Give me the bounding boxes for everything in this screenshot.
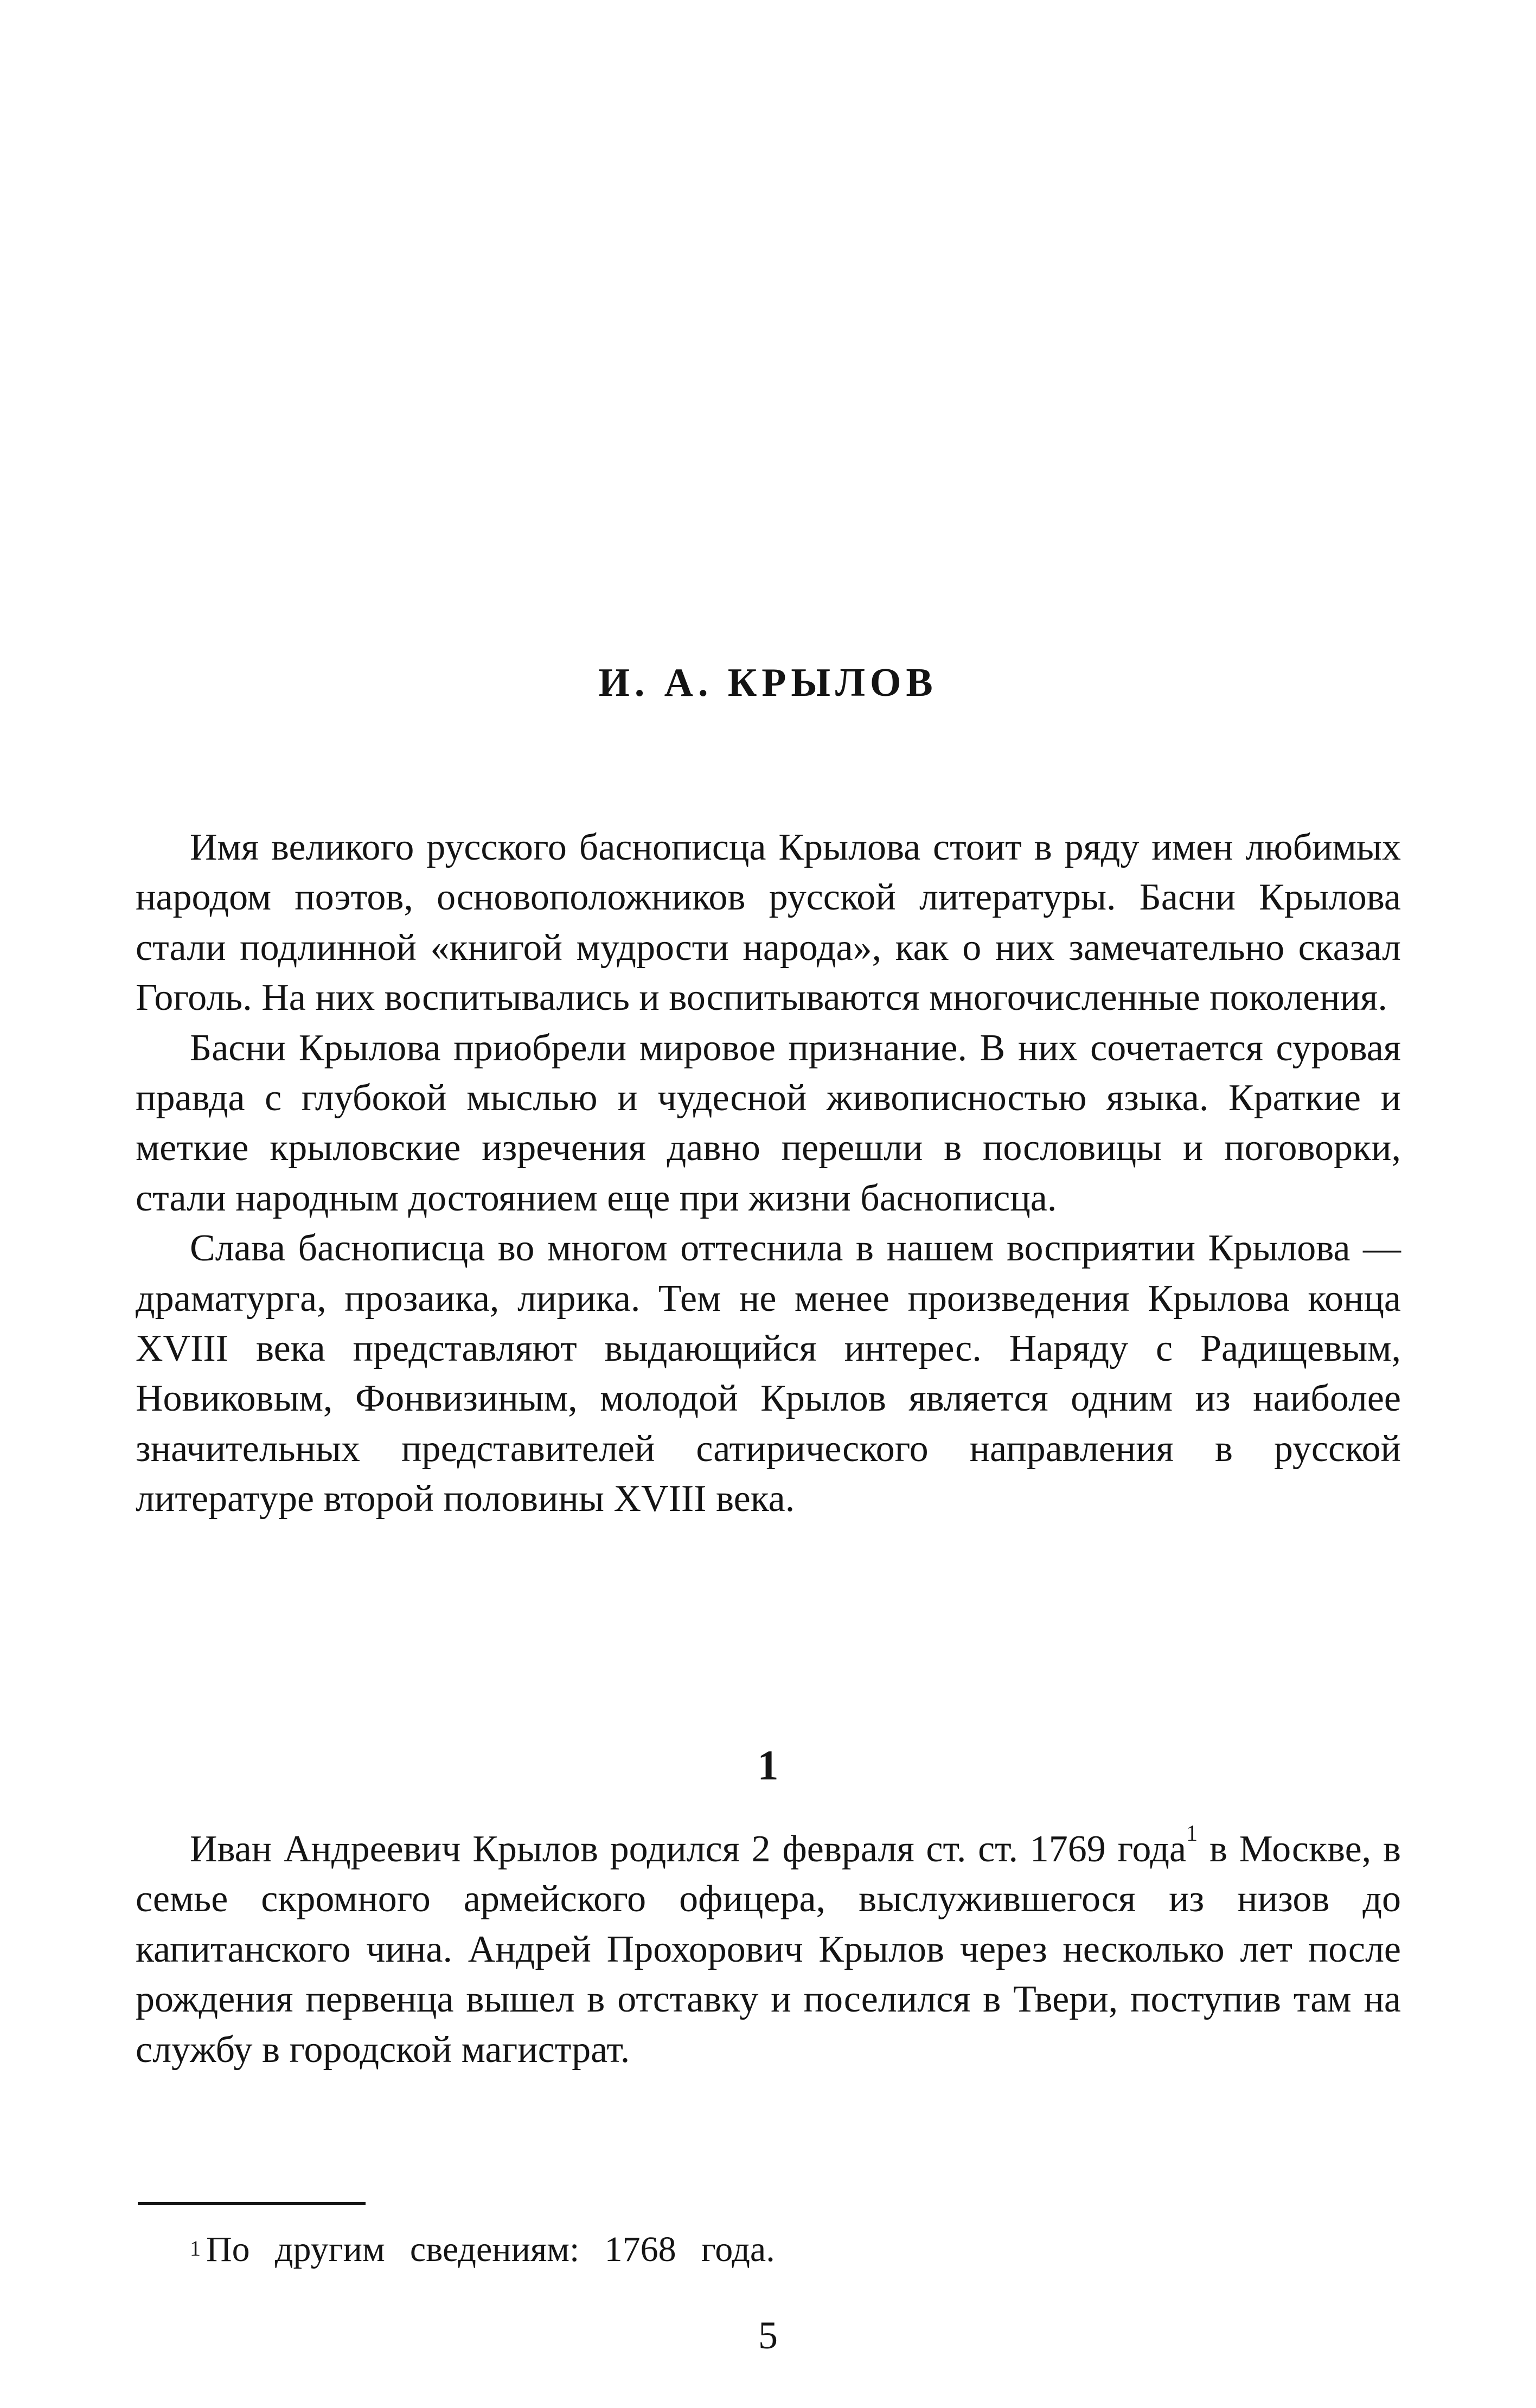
paragraph: Слава баснописца во многом оттеснила в нашем восприятии Крылова — драматурга, прозаика, лирика. Тем не менее произведения Крылова конца XVIII века представляют выдающийся интерес. Наряду с Радищевым, Новиковым, Фонвизиным, молодой Крылов является одним из наиболее значительных представителей сатирического направления в русской литературе второй половины XVIII века. [136, 1227, 1401, 1520]
footnote-mark: 1 [190, 2236, 201, 2260]
chapter-text [136, 1821, 1401, 2075]
page-number: 5 [758, 2314, 778, 2357]
footnote-text: По другим сведениям: 1768 года. [206, 2230, 775, 2269]
intro-text [136, 823, 1401, 1525]
section-number: 1 [757, 1741, 779, 1789]
footnote-divider [138, 2202, 366, 2205]
footnote-reference[interactable]: 1 [1186, 1821, 1198, 1846]
paragraph: Имя великого русского баснописца Крылова стоит в ряду имен любимых народом поэтов, основоположников русской литературы. Басни Крылова стали подлинной «книгой мудрости народа», как о них замечательно сказал Гоголь. На них воспитывались и воспитываются многочисленные поколения. [136, 827, 1401, 1019]
footnote [190, 2228, 1329, 2271]
paragraph-text-start: Иван Андреевич Крылов родился 2 февраля ст. ст. 1769 года [190, 1828, 1187, 1870]
chapter-heading: И. А. КРЫЛОВ [598, 661, 938, 705]
paragraph: Басни Крылова приобрели мировое признание. В них сочетается суровая правда с глубокой мыслью и чудесной живописностью языка. Краткие и меткие крыловские изречения давно перешли в пословицы и поговорки, стали народным достоянием еще при жизни баснописца. [136, 1027, 1401, 1219]
paragraph [136, 1821, 1401, 2075]
paragraph-text-end: в Москве, в семье скромного армейского офицера, выслужившегося из низов до капитанского чина. Андрей Прохорович Крылов через несколько лет после рождения первенца вышел в отставку и поселился в Твери, поступив там на службу в городской магистрат. [136, 1828, 1401, 2071]
